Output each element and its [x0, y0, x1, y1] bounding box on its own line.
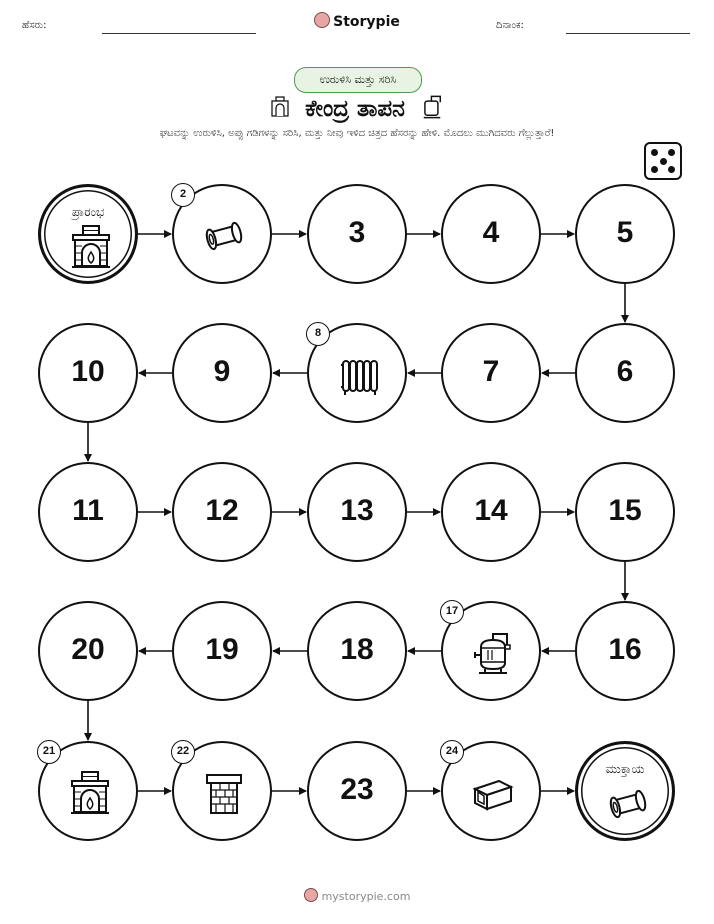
- board-cell-12: [172, 462, 272, 562]
- cell-number-badge: 8: [306, 322, 330, 346]
- board-cell-14: [441, 462, 541, 562]
- board-cell-11: [38, 462, 138, 562]
- cell-number: 6: [616, 355, 634, 388]
- board-cell-1: [38, 184, 138, 284]
- pipe-icon: [606, 782, 650, 826]
- board-cell-20: [38, 601, 138, 701]
- cell-number-badge: 24: [440, 740, 464, 764]
- storypie-footer-logo-icon: [304, 888, 318, 902]
- finish-label: ಮುಕ್ತಾಯ: [605, 762, 645, 776]
- cell-number: 23: [340, 773, 374, 806]
- board-cell-16: [575, 601, 675, 701]
- board-cell-8: [307, 323, 407, 423]
- cell-number: 18: [340, 633, 374, 666]
- board-cell-6: [575, 323, 675, 423]
- name-label: ಹೆಸರು:: [22, 20, 47, 31]
- pipe-icon: [202, 214, 246, 258]
- board-cell-21: [38, 741, 138, 841]
- board-cell-19: [172, 601, 272, 701]
- cell-number: 16: [608, 633, 642, 666]
- cell-number: 7: [482, 355, 500, 388]
- footer-site: mystorypie.com: [321, 890, 411, 903]
- game-type-pill: ಉರುಳಿಸಿ ಮತ್ತು ಸರಿಸಿ: [294, 67, 422, 93]
- fireplace-icon: [68, 771, 112, 815]
- instructions: ಘಟವನ್ನು ಉರುಳಿಸಿ, ಅಪ್ಪು ಗಡಿಗಳನ್ನು ಸರಿಸಿ, ಮತ್ತು ನೀವು ಇಳಿದ ಚಿತ್ರದ ಹೆಸರನ್ನು ಹೇಳಿ. ಮೊದಲು ಮುಗಿದವರು ಗೆಲ್ಲುತ್ತಾರೆ!: [159, 128, 555, 139]
- cell-number-badge: 17: [440, 600, 464, 624]
- board-cell-17: [441, 601, 541, 701]
- board-cell-25: [575, 741, 675, 841]
- cell-number: 10: [71, 355, 105, 388]
- board-cell-15: [575, 462, 675, 562]
- brand-logo: Storypie: [0, 12, 714, 30]
- cell-number-badge: 22: [171, 740, 195, 764]
- board-cell-22: [172, 741, 272, 841]
- footer: [0, 888, 714, 903]
- cell-number: 12: [205, 494, 239, 527]
- board-cell-24: [441, 741, 541, 841]
- cell-number: 14: [474, 494, 508, 527]
- cell-number: 5: [616, 216, 634, 249]
- page-title: ಕೇಂದ್ರ ತಾಪನ: [0, 94, 714, 122]
- cell-number: 3: [348, 216, 366, 249]
- cell-number: 9: [213, 355, 231, 388]
- date-label: ದಿನಾಂಕ:: [496, 20, 524, 31]
- board-cell-10: [38, 323, 138, 423]
- cell-number: 15: [608, 494, 642, 527]
- start-label: ಪ್ರಾರಂಭ: [71, 205, 105, 219]
- board-cell-7: [441, 323, 541, 423]
- cell-number-badge: 21: [37, 740, 61, 764]
- board-cell-2: [172, 184, 272, 284]
- cell-number-badge: 2: [171, 183, 195, 207]
- board-cell-18: [307, 601, 407, 701]
- board-cell-5: [575, 184, 675, 284]
- board-cell-4: [441, 184, 541, 284]
- boiler-icon: [471, 631, 515, 675]
- cell-number: 11: [72, 494, 104, 527]
- cell-number: 20: [71, 633, 105, 666]
- chimney-icon: [202, 771, 246, 815]
- fireplace-icon: [69, 225, 113, 269]
- duct-icon: [471, 771, 515, 815]
- board-cell-23: [307, 741, 407, 841]
- board-cell-13: [307, 462, 407, 562]
- board-cell-9: [172, 323, 272, 423]
- cell-number: 4: [482, 216, 500, 249]
- cell-number: 13: [340, 494, 374, 527]
- board-cell-3: [307, 184, 407, 284]
- radiator-icon: [337, 353, 381, 397]
- cell-number: 19: [205, 633, 239, 666]
